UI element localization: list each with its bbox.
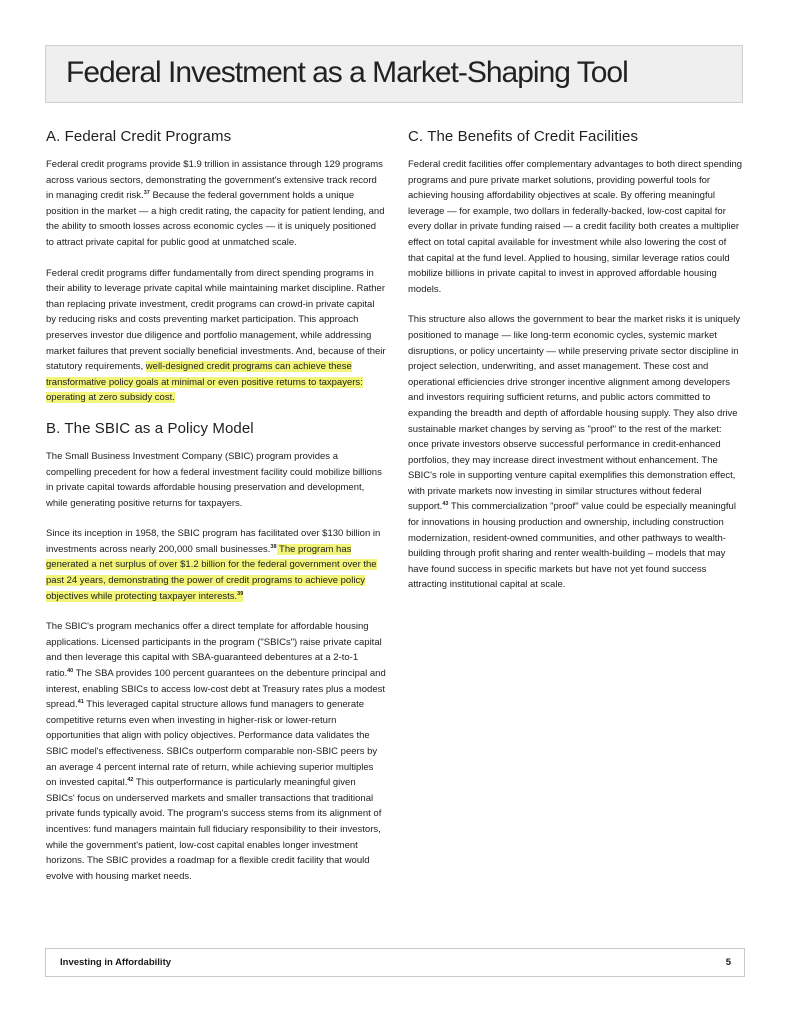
section-benefits-credit-facilities [408,128,744,593]
text-run: The SBA provides 100 percent guarantees on the debenture principal and interest, enabling SBICs to access low-cost debt at Treasury rates plus a modest spread. [46,668,386,711]
text-run: This leveraged capital structure allows fund managers to generate competitive returns even when investing in higher-risk or lower-return opportunities that align with policy objectives. Performance data validates the SBIC model's effectiveness. SBICs outperform comparable non-SBIC peers by an average 4 percent internal rate of return, while achieving superior multiples on invested capital. [46,699,378,789]
footnote-ref: 41 [77,699,84,706]
left-column [46,128,386,884]
text-run: This commercialization "proof" value could be especially meaningful for innovations in housing production and ownership, including construction modernization, resident-owned communities, and other pathways to wealth-building through profit sharing and renter wealth-building – models that may have found success in specific markets but have not yet found success attracting institutional capital at scale. [408,501,736,591]
section-a-paragraph-2 [46,266,386,406]
section-a-heading: A. Federal Credit Programs [46,128,232,145]
right-column [408,128,744,593]
footer-document-title: Investing in Affordability [60,957,172,968]
text-run: This outperformance is particularly meaningful given SBICs' focus on underserved markets and smaller transactions that traditional private funds typically avoid. The program's success stems from its alignment of incentives: fund managers maintain full fiduciary responsibility to their investors, while the government's patient, low-cost capital enables longer investment horizons. The SBIC provides a roadmap for a flexible credit facility that would evolve with housing market needs. [46,777,382,882]
text-run: This structure also allows the government to bear the market risks it is uniquely positioned to manage — like long-term economic cycles, systemic market disruptions, or policy uncertainty — while preserving private sector discipline in project selection, underwriting, and asset management. These cost and operational efficiencies drive stronger incentive alignment among developers and investors requiring sufficient returns, and public actors committed to expanding the breadth and depth of affordable housing supply. They also drive sustainable market changes by serving as "proof" to the rest of the market: once private investors observe successful performance in credit-enhanced portfolios, they may increase direct investment without enhancement. The SBIC's role in supporting venture capital exemplifies this demonstration effect, with private markets now investing in similar structures without federal support. [408,314,741,513]
section-b-paragraph-2 [46,526,386,604]
page-number: 5 [725,957,731,968]
text-run: Federal credit programs differ fundamentally from direct spending programs in their ability to leverage private capital while maintaining market discipline. Rather than replacing private investment, credit programs can crowd-in private capital by reducing risks and costs preventing market participation. This approach preserves investor due diligence and portfolio management, while addressing market failures that prevent socially beneficial investments. And, because of their statutory requirements, [46,267,386,373]
text-run: Federal credit programs provide $1.9 trillion in assistance through 129 programs across various sectors, demonstrating the government's extensive track record in managing credit risk. [46,159,383,202]
text-run: The SBIC's program mechanics offer a direct template for affordable housing applications. Licensed participants in the program ("SBICs") raise private capital and then leverage this capital with SBA-guaranteed debentures at a 2-to-1 ratio. [46,621,382,680]
section-b-paragraph-1 [46,449,386,511]
text-run: The program has generated a net surplus of over $1.2 billion for the federal government over the past 24 years, demonstrating the power of credit programs to achieve policy objectives while protecting taxpayer interests. [46,543,377,602]
text-run: Because the federal government holds a unique position in the market — a high credit rating, the capacity for patient lending, and the ability to smooth losses across economic cycles — it is uniquely positioned to attract private capital for public good at unmatched scale. [46,190,385,248]
highlighted-text: well-designed credit programs can achieve these transformative policy goals at minimal or even positive returns to taxpayers: operating at zero subsidy cost. [46,361,363,404]
footnote-ref: 40 [67,668,74,675]
footnote-ref: 43 [442,501,449,508]
section-b-heading: B. The SBIC as a Policy Model [46,419,254,437]
footnote-ref: 39 [237,590,244,597]
section-a-paragraph-1 [46,157,386,251]
section-c-paragraph-2 [408,312,744,593]
section-sbic-policy-model [46,420,386,884]
text-run: Since its inception in 1958, the SBIC program has facilitated over $130 billion in investments across nearly 200,000 small businesses. [46,528,381,555]
text-run: The Small Business Investment Company (SBIC) program provides a compelling precedent for how a federal investment facility could mobilize billions in private capital towards affordable housing preservation and development, while generating positive returns for taxpayers. [46,450,382,509]
section-c-paragraph-1 [408,157,744,297]
page-title: Federal Investment as a Market-Shaping Tool [66,56,628,89]
text-run: Federal credit facilities offer complementary advantages to both direct spending programs and pure private market solutions, providing powerful tools for achieving housing affordability objectives at scale. By offering meaningful leverage — for example, two dollars in federally-backed, low-cost capital for every dollar in private funding raised — a credit facility both creates a multiplier effect on total capital available for investment while also lowering the cost of that capital at the fund level. Applied to housing, similar leverage ratios could mobilize billions in private capital to invest in approved affordable housing models. [408,159,743,295]
page-footer [45,948,745,977]
footnote-ref: 37 [143,190,150,197]
section-federal-credit-programs [46,128,386,406]
title-banner [45,45,743,103]
section-b-paragraph-3 [46,619,386,884]
section-c-heading: C. The Benefits of Credit Facilities [408,128,639,145]
footnote-ref: 42 [127,777,134,784]
footnote-ref: 38 [270,543,277,550]
